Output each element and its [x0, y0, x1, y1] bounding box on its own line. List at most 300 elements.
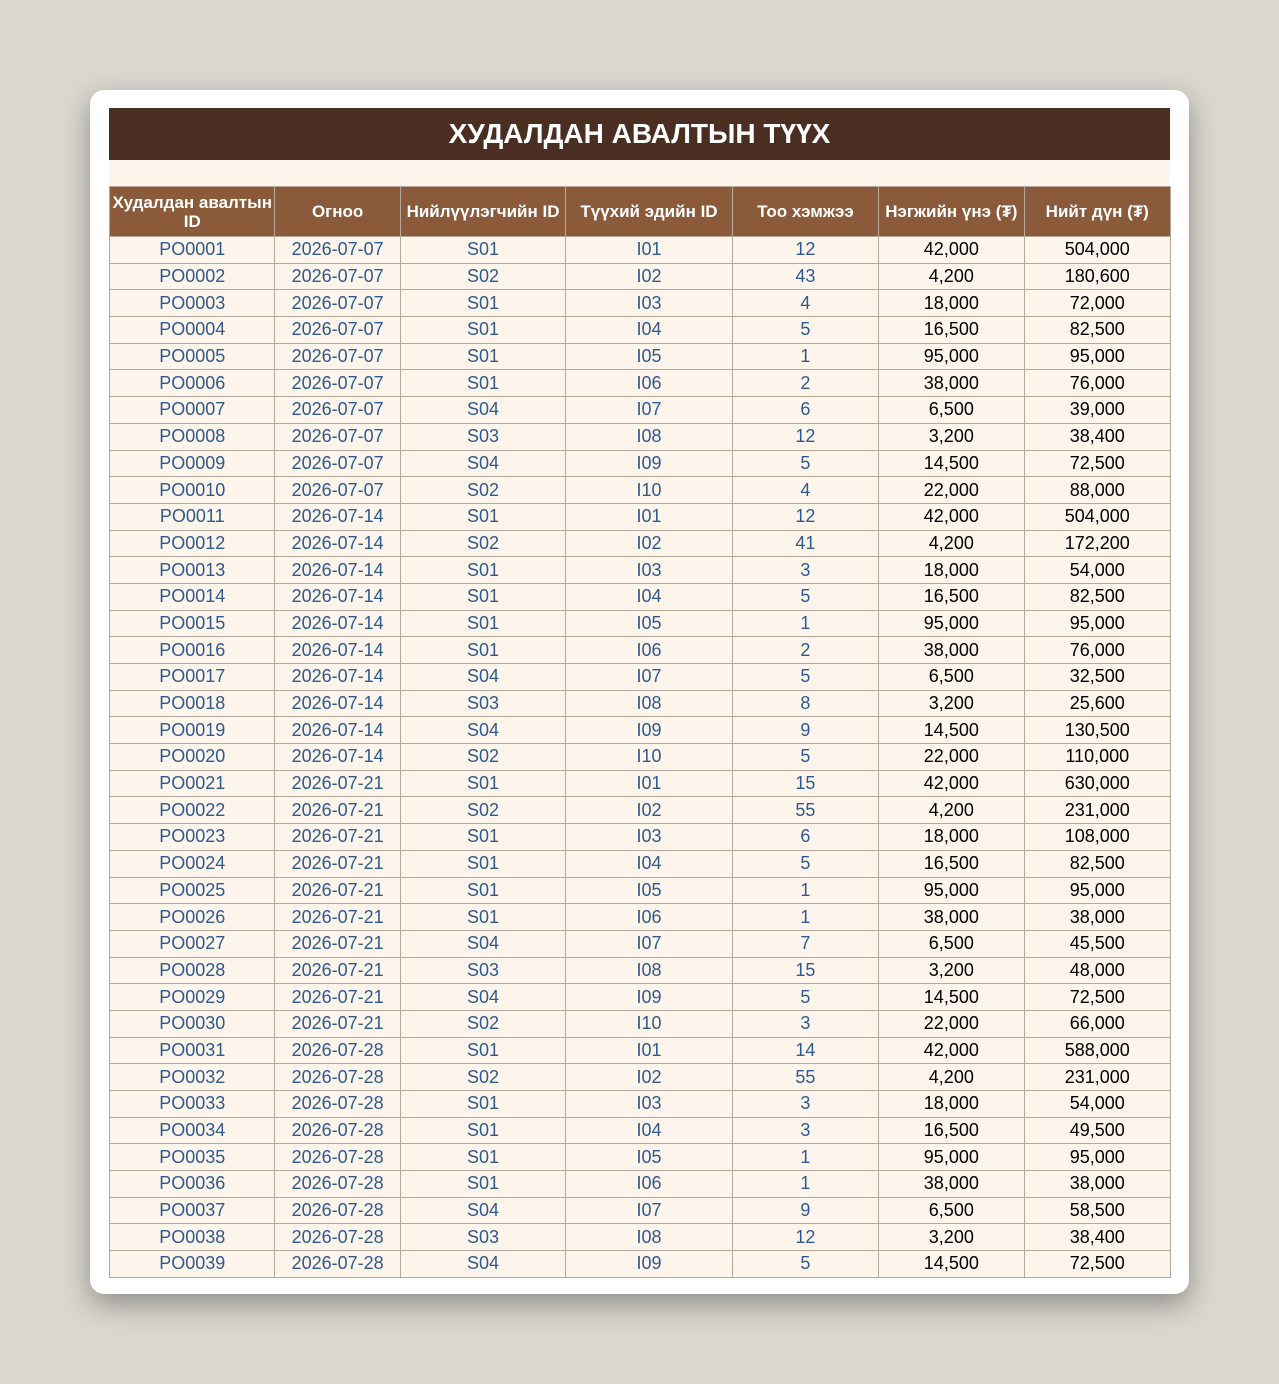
- total-cell[interactable]: 231,000: [1024, 1064, 1170, 1091]
- supplier-id-cell[interactable]: S01: [400, 317, 565, 344]
- table-row: [110, 797, 1171, 824]
- date-cell[interactable]: 2026-07-07: [275, 290, 400, 317]
- material-id-cell[interactable]: I02: [566, 1064, 732, 1091]
- date-cell[interactable]: 2026-07-14: [275, 664, 400, 691]
- material-id-cell[interactable]: I06: [566, 904, 732, 931]
- quantity-cell[interactable]: 12: [732, 423, 878, 450]
- material-id-cell[interactable]: I02: [566, 263, 732, 290]
- purchase-id-cell[interactable]: PO0002: [110, 263, 275, 290]
- table-row: [110, 1251, 1171, 1278]
- unit-price-cell[interactable]: 22,000: [879, 477, 1024, 504]
- unit-price-cell[interactable]: 18,000: [879, 1091, 1024, 1118]
- purchase-id-cell[interactable]: PO0036: [110, 1171, 275, 1198]
- date-cell[interactable]: 2026-07-21: [275, 1010, 400, 1037]
- unit-price-cell[interactable]: 14,500: [879, 1251, 1024, 1278]
- column-header-unit-price[interactable]: Нэгжийн үнэ (₮): [879, 187, 1024, 237]
- unit-price-cell[interactable]: 42,000: [879, 770, 1024, 797]
- supplier-id-cell[interactable]: S01: [400, 637, 565, 664]
- purchase-id-cell[interactable]: PO0030: [110, 1010, 275, 1037]
- material-id-cell[interactable]: I03: [566, 290, 732, 317]
- supplier-id-cell[interactable]: S04: [400, 984, 565, 1011]
- date-cell[interactable]: 2026-07-14: [275, 530, 400, 557]
- date-cell[interactable]: 2026-07-21: [275, 904, 400, 931]
- quantity-cell[interactable]: 12: [732, 237, 878, 264]
- date-cell[interactable]: 2026-07-28: [275, 1037, 400, 1064]
- purchase-id-cell[interactable]: PO0024: [110, 850, 275, 877]
- date-cell[interactable]: 2026-07-28: [275, 1251, 400, 1278]
- unit-price-cell[interactable]: 6,500: [879, 930, 1024, 957]
- purchase-id-cell[interactable]: PO0013: [110, 557, 275, 584]
- unit-price-cell[interactable]: 3,200: [879, 423, 1024, 450]
- quantity-cell[interactable]: 55: [732, 797, 878, 824]
- unit-price-cell[interactable]: 16,500: [879, 583, 1024, 610]
- total-cell[interactable]: 38,000: [1024, 904, 1170, 931]
- total-cell[interactable]: 504,000: [1024, 503, 1170, 530]
- unit-price-cell[interactable]: 4,200: [879, 797, 1024, 824]
- material-id-cell[interactable]: I08: [566, 1224, 732, 1251]
- supplier-id-cell[interactable]: S03: [400, 423, 565, 450]
- quantity-cell[interactable]: 4: [732, 477, 878, 504]
- table-row: [110, 930, 1171, 957]
- quantity-cell[interactable]: 5: [732, 450, 878, 477]
- quantity-cell[interactable]: 5: [732, 850, 878, 877]
- column-header-date[interactable]: Огноо: [275, 187, 400, 237]
- total-cell[interactable]: 72,500: [1024, 450, 1170, 477]
- material-id-cell[interactable]: I09: [566, 984, 732, 1011]
- date-cell[interactable]: 2026-07-21: [275, 770, 400, 797]
- purchase-id-cell[interactable]: PO0007: [110, 397, 275, 424]
- table-row: [110, 664, 1171, 691]
- unit-price-cell[interactable]: 14,500: [879, 717, 1024, 744]
- quantity-cell[interactable]: 7: [732, 930, 878, 957]
- purchase-id-cell[interactable]: PO0038: [110, 1224, 275, 1251]
- supplier-id-cell[interactable]: S02: [400, 1064, 565, 1091]
- total-cell[interactable]: 630,000: [1024, 770, 1170, 797]
- supplier-id-cell[interactable]: S02: [400, 1010, 565, 1037]
- quantity-cell[interactable]: 8: [732, 690, 878, 717]
- supplier-id-cell[interactable]: S02: [400, 744, 565, 771]
- date-cell[interactable]: 2026-07-07: [275, 450, 400, 477]
- table-row: [110, 397, 1171, 424]
- supplier-id-cell[interactable]: S02: [400, 263, 565, 290]
- unit-price-cell[interactable]: 4,200: [879, 530, 1024, 557]
- purchase-id-cell[interactable]: PO0017: [110, 664, 275, 691]
- quantity-cell[interactable]: 55: [732, 1064, 878, 1091]
- purchase-id-cell[interactable]: PO0008: [110, 423, 275, 450]
- date-cell[interactable]: 2026-07-21: [275, 824, 400, 851]
- unit-price-cell[interactable]: 6,500: [879, 397, 1024, 424]
- date-cell[interactable]: 2026-07-21: [275, 930, 400, 957]
- date-cell[interactable]: 2026-07-14: [275, 744, 400, 771]
- purchase-id-cell[interactable]: PO0004: [110, 317, 275, 344]
- purchase-id-cell[interactable]: PO0015: [110, 610, 275, 637]
- supplier-id-cell[interactable]: S01: [400, 237, 565, 264]
- total-cell[interactable]: 231,000: [1024, 797, 1170, 824]
- unit-price-cell[interactable]: 3,200: [879, 1224, 1024, 1251]
- material-id-cell[interactable]: I06: [566, 1171, 732, 1198]
- unit-price-cell[interactable]: 6,500: [879, 664, 1024, 691]
- unit-price-cell[interactable]: 6,500: [879, 1197, 1024, 1224]
- date-cell[interactable]: 2026-07-28: [275, 1144, 400, 1171]
- quantity-cell[interactable]: 12: [732, 1224, 878, 1251]
- purchase-id-cell[interactable]: PO0003: [110, 290, 275, 317]
- purchase-id-cell[interactable]: PO0020: [110, 744, 275, 771]
- quantity-cell[interactable]: 3: [732, 557, 878, 584]
- total-cell[interactable]: 45,500: [1024, 930, 1170, 957]
- total-cell[interactable]: 76,000: [1024, 370, 1170, 397]
- purchase-id-cell[interactable]: PO0005: [110, 343, 275, 370]
- total-cell[interactable]: 39,000: [1024, 397, 1170, 424]
- total-cell[interactable]: 82,500: [1024, 317, 1170, 344]
- supplier-id-cell[interactable]: S03: [400, 1224, 565, 1251]
- material-id-cell[interactable]: I01: [566, 770, 732, 797]
- purchase-id-cell[interactable]: PO0034: [110, 1117, 275, 1144]
- material-id-cell[interactable]: I01: [566, 237, 732, 264]
- material-id-cell[interactable]: I08: [566, 423, 732, 450]
- table-row: [110, 583, 1171, 610]
- unit-price-cell[interactable]: 95,000: [879, 1144, 1024, 1171]
- supplier-id-cell[interactable]: S01: [400, 904, 565, 931]
- quantity-cell[interactable]: 2: [732, 637, 878, 664]
- purchase-id-cell[interactable]: PO0035: [110, 1144, 275, 1171]
- material-id-cell[interactable]: I04: [566, 317, 732, 344]
- quantity-cell[interactable]: 15: [732, 957, 878, 984]
- quantity-cell[interactable]: 5: [732, 583, 878, 610]
- supplier-id-cell[interactable]: S03: [400, 690, 565, 717]
- date-cell[interactable]: 2026-07-07: [275, 477, 400, 504]
- quantity-cell[interactable]: 9: [732, 717, 878, 744]
- supplier-id-cell[interactable]: S01: [400, 370, 565, 397]
- quantity-cell[interactable]: 1: [732, 904, 878, 931]
- supplier-id-cell[interactable]: S02: [400, 530, 565, 557]
- date-cell[interactable]: 2026-07-21: [275, 850, 400, 877]
- purchase-id-cell[interactable]: PO0010: [110, 477, 275, 504]
- supplier-id-cell[interactable]: S04: [400, 930, 565, 957]
- table-row: [110, 824, 1171, 851]
- purchase-id-cell[interactable]: PO0011: [110, 503, 275, 530]
- quantity-cell[interactable]: 3: [732, 1091, 878, 1118]
- material-id-cell[interactable]: I04: [566, 850, 732, 877]
- supplier-id-cell[interactable]: S01: [400, 503, 565, 530]
- quantity-cell[interactable]: 6: [732, 397, 878, 424]
- material-id-cell[interactable]: I10: [566, 744, 732, 771]
- total-cell[interactable]: 66,000: [1024, 1010, 1170, 1037]
- material-id-cell[interactable]: I07: [566, 397, 732, 424]
- supplier-id-cell[interactable]: S01: [400, 877, 565, 904]
- quantity-cell[interactable]: 5: [732, 984, 878, 1011]
- unit-price-cell[interactable]: 42,000: [879, 237, 1024, 264]
- unit-price-cell[interactable]: 38,000: [879, 904, 1024, 931]
- supplier-id-cell[interactable]: S01: [400, 290, 565, 317]
- date-cell[interactable]: 2026-07-21: [275, 984, 400, 1011]
- total-cell[interactable]: 54,000: [1024, 1091, 1170, 1118]
- unit-price-cell[interactable]: 4,200: [879, 263, 1024, 290]
- date-cell[interactable]: 2026-07-07: [275, 237, 400, 264]
- quantity-cell[interactable]: 9: [732, 1197, 878, 1224]
- material-id-cell[interactable]: I06: [566, 637, 732, 664]
- unit-price-cell[interactable]: 14,500: [879, 450, 1024, 477]
- total-cell[interactable]: 49,500: [1024, 1117, 1170, 1144]
- total-cell[interactable]: 38,000: [1024, 1171, 1170, 1198]
- purchase-id-cell[interactable]: PO0037: [110, 1197, 275, 1224]
- quantity-cell[interactable]: 4: [732, 290, 878, 317]
- table-row: [110, 503, 1171, 530]
- supplier-id-cell[interactable]: S01: [400, 610, 565, 637]
- unit-price-cell[interactable]: 95,000: [879, 610, 1024, 637]
- table-row: [110, 690, 1171, 717]
- purchase-id-cell[interactable]: PO0019: [110, 717, 275, 744]
- purchase-history-sheet: [90, 90, 1189, 1294]
- material-id-cell[interactable]: I03: [566, 557, 732, 584]
- material-id-cell[interactable]: I08: [566, 957, 732, 984]
- purchase-id-cell[interactable]: PO0012: [110, 530, 275, 557]
- total-cell[interactable]: 72,500: [1024, 984, 1170, 1011]
- date-cell[interactable]: 2026-07-21: [275, 797, 400, 824]
- unit-price-cell[interactable]: 16,500: [879, 1117, 1024, 1144]
- unit-price-cell[interactable]: 18,000: [879, 290, 1024, 317]
- table-row: [110, 984, 1171, 1011]
- supplier-id-cell[interactable]: S01: [400, 850, 565, 877]
- quantity-cell[interactable]: 1: [732, 1171, 878, 1198]
- total-cell[interactable]: 108,000: [1024, 824, 1170, 851]
- date-cell[interactable]: 2026-07-14: [275, 717, 400, 744]
- date-cell[interactable]: 2026-07-07: [275, 423, 400, 450]
- purchase-id-cell[interactable]: PO0029: [110, 984, 275, 1011]
- date-cell[interactable]: 2026-07-28: [275, 1171, 400, 1198]
- table-row: [110, 957, 1171, 984]
- total-cell[interactable]: 88,000: [1024, 477, 1170, 504]
- date-cell[interactable]: 2026-07-28: [275, 1224, 400, 1251]
- column-header-material-id[interactable]: Түүхий эдийн ID: [566, 187, 732, 237]
- material-id-cell[interactable]: I09: [566, 450, 732, 477]
- material-id-cell[interactable]: I07: [566, 664, 732, 691]
- date-cell[interactable]: 2026-07-14: [275, 610, 400, 637]
- purchase-id-cell[interactable]: PO0033: [110, 1091, 275, 1118]
- column-header-quantity[interactable]: Тоо хэмжээ: [732, 187, 878, 237]
- table-row: [110, 717, 1171, 744]
- unit-price-cell[interactable]: 22,000: [879, 744, 1024, 771]
- supplier-id-cell[interactable]: S02: [400, 797, 565, 824]
- purchase-table: [109, 186, 1171, 1278]
- supplier-id-cell[interactable]: S01: [400, 1037, 565, 1064]
- date-cell[interactable]: 2026-07-21: [275, 957, 400, 984]
- unit-price-cell[interactable]: 3,200: [879, 690, 1024, 717]
- date-cell[interactable]: 2026-07-28: [275, 1064, 400, 1091]
- quantity-cell[interactable]: 3: [732, 1117, 878, 1144]
- total-cell[interactable]: 76,000: [1024, 637, 1170, 664]
- purchase-id-cell[interactable]: PO0009: [110, 450, 275, 477]
- supplier-id-cell[interactable]: S01: [400, 583, 565, 610]
- date-cell[interactable]: 2026-07-28: [275, 1091, 400, 1118]
- date-cell[interactable]: 2026-07-07: [275, 370, 400, 397]
- unit-price-cell[interactable]: 38,000: [879, 370, 1024, 397]
- supplier-id-cell[interactable]: S04: [400, 450, 565, 477]
- total-cell[interactable]: 95,000: [1024, 1144, 1170, 1171]
- table-row: [110, 1037, 1171, 1064]
- column-header-purchase-id[interactable]: Худалдан авалтын ID: [110, 187, 275, 237]
- purchase-id-cell[interactable]: PO0039: [110, 1251, 275, 1278]
- supplier-id-cell[interactable]: S04: [400, 717, 565, 744]
- quantity-cell[interactable]: 3: [732, 1010, 878, 1037]
- material-id-cell[interactable]: I10: [566, 477, 732, 504]
- purchase-id-cell[interactable]: PO0028: [110, 957, 275, 984]
- unit-price-cell[interactable]: 22,000: [879, 1010, 1024, 1037]
- total-cell[interactable]: 38,400: [1024, 1224, 1170, 1251]
- purchase-id-cell[interactable]: PO0016: [110, 637, 275, 664]
- total-cell[interactable]: 588,000: [1024, 1037, 1170, 1064]
- purchase-id-cell[interactable]: PO0025: [110, 877, 275, 904]
- date-cell[interactable]: 2026-07-14: [275, 583, 400, 610]
- total-cell[interactable]: 95,000: [1024, 610, 1170, 637]
- total-cell[interactable]: 110,000: [1024, 744, 1170, 771]
- quantity-cell[interactable]: 41: [732, 530, 878, 557]
- material-id-cell[interactable]: I05: [566, 610, 732, 637]
- material-id-cell[interactable]: I05: [566, 1144, 732, 1171]
- material-id-cell[interactable]: I05: [566, 877, 732, 904]
- quantity-cell[interactable]: 6: [732, 824, 878, 851]
- total-cell[interactable]: 504,000: [1024, 237, 1170, 264]
- total-cell[interactable]: 172,200: [1024, 530, 1170, 557]
- quantity-cell[interactable]: 5: [732, 1251, 878, 1278]
- unit-price-cell[interactable]: 16,500: [879, 317, 1024, 344]
- unit-price-cell[interactable]: 3,200: [879, 957, 1024, 984]
- purchase-id-cell[interactable]: PO0027: [110, 930, 275, 957]
- quantity-cell[interactable]: 12: [732, 503, 878, 530]
- purchase-id-cell[interactable]: PO0001: [110, 237, 275, 264]
- date-cell[interactable]: 2026-07-28: [275, 1197, 400, 1224]
- material-id-cell[interactable]: I01: [566, 503, 732, 530]
- date-cell[interactable]: 2026-07-07: [275, 343, 400, 370]
- total-cell[interactable]: 25,600: [1024, 690, 1170, 717]
- quantity-cell[interactable]: 2: [732, 370, 878, 397]
- material-id-cell[interactable]: I05: [566, 343, 732, 370]
- total-cell[interactable]: 130,500: [1024, 717, 1170, 744]
- unit-price-cell[interactable]: 95,000: [879, 343, 1024, 370]
- purchase-id-cell[interactable]: PO0006: [110, 370, 275, 397]
- material-id-cell[interactable]: I02: [566, 530, 732, 557]
- total-cell[interactable]: 72,000: [1024, 290, 1170, 317]
- quantity-cell[interactable]: 1: [732, 343, 878, 370]
- material-id-cell[interactable]: I09: [566, 1251, 732, 1278]
- material-id-cell[interactable]: I07: [566, 1197, 732, 1224]
- material-id-cell[interactable]: I04: [566, 1117, 732, 1144]
- supplier-id-cell[interactable]: S04: [400, 664, 565, 691]
- total-cell[interactable]: 54,000: [1024, 557, 1170, 584]
- supplier-id-cell[interactable]: S01: [400, 1117, 565, 1144]
- unit-price-cell[interactable]: 18,000: [879, 824, 1024, 851]
- material-id-cell[interactable]: I09: [566, 717, 732, 744]
- quantity-cell[interactable]: 5: [732, 317, 878, 344]
- supplier-id-cell[interactable]: S01: [400, 557, 565, 584]
- purchase-id-cell[interactable]: PO0022: [110, 797, 275, 824]
- supplier-id-cell[interactable]: S01: [400, 1091, 565, 1118]
- purchase-id-cell[interactable]: PO0026: [110, 904, 275, 931]
- total-cell[interactable]: 82,500: [1024, 583, 1170, 610]
- quantity-cell[interactable]: 15: [732, 770, 878, 797]
- purchase-id-cell[interactable]: PO0031: [110, 1037, 275, 1064]
- material-id-cell[interactable]: I06: [566, 370, 732, 397]
- date-cell[interactable]: 2026-07-14: [275, 690, 400, 717]
- quantity-cell[interactable]: 1: [732, 1144, 878, 1171]
- supplier-id-cell[interactable]: S04: [400, 1197, 565, 1224]
- material-id-cell[interactable]: I04: [566, 583, 732, 610]
- date-cell[interactable]: 2026-07-28: [275, 1117, 400, 1144]
- supplier-id-cell[interactable]: S01: [400, 824, 565, 851]
- date-cell[interactable]: 2026-07-14: [275, 557, 400, 584]
- material-id-cell[interactable]: I07: [566, 930, 732, 957]
- supplier-id-cell[interactable]: S01: [400, 770, 565, 797]
- total-cell[interactable]: 72,500: [1024, 1251, 1170, 1278]
- date-cell[interactable]: 2026-07-07: [275, 317, 400, 344]
- supplier-id-cell[interactable]: S01: [400, 1144, 565, 1171]
- date-cell[interactable]: 2026-07-21: [275, 877, 400, 904]
- quantity-cell[interactable]: 1: [732, 610, 878, 637]
- date-cell[interactable]: 2026-07-14: [275, 503, 400, 530]
- table-row: [110, 637, 1171, 664]
- unit-price-cell[interactable]: 38,000: [879, 637, 1024, 664]
- quantity-cell[interactable]: 43: [732, 263, 878, 290]
- total-cell[interactable]: 58,500: [1024, 1197, 1170, 1224]
- unit-price-cell[interactable]: 95,000: [879, 877, 1024, 904]
- date-cell[interactable]: 2026-07-07: [275, 397, 400, 424]
- sheet-title: ХУДАЛДАН АВАЛТЫН ТҮҮХ: [109, 108, 1170, 160]
- date-cell[interactable]: 2026-07-14: [275, 637, 400, 664]
- supplier-id-cell[interactable]: S01: [400, 1171, 565, 1198]
- purchase-id-cell[interactable]: PO0032: [110, 1064, 275, 1091]
- unit-price-cell[interactable]: 14,500: [879, 984, 1024, 1011]
- purchase-id-cell[interactable]: PO0023: [110, 824, 275, 851]
- table-row: [110, 370, 1171, 397]
- total-cell[interactable]: 32,500: [1024, 664, 1170, 691]
- total-cell[interactable]: 38,400: [1024, 423, 1170, 450]
- total-cell[interactable]: 82,500: [1024, 850, 1170, 877]
- material-id-cell[interactable]: I10: [566, 1010, 732, 1037]
- column-header-total[interactable]: Нийт дүн (₮): [1024, 187, 1170, 237]
- total-cell[interactable]: 95,000: [1024, 877, 1170, 904]
- material-id-cell[interactable]: I02: [566, 797, 732, 824]
- supplier-id-cell[interactable]: S04: [400, 1251, 565, 1278]
- material-id-cell[interactable]: I01: [566, 1037, 732, 1064]
- column-header-supplier-id[interactable]: Нийлүүлэгчийн ID: [400, 187, 565, 237]
- unit-price-cell[interactable]: 4,200: [879, 1064, 1024, 1091]
- table-row: [110, 530, 1171, 557]
- material-id-cell[interactable]: I03: [566, 824, 732, 851]
- unit-price-cell[interactable]: 42,000: [879, 503, 1024, 530]
- material-id-cell[interactable]: I08: [566, 690, 732, 717]
- unit-price-cell[interactable]: 16,500: [879, 850, 1024, 877]
- purchase-id-cell[interactable]: PO0014: [110, 583, 275, 610]
- supplier-id-cell[interactable]: S04: [400, 397, 565, 424]
- quantity-cell[interactable]: 5: [732, 744, 878, 771]
- purchase-id-cell[interactable]: PO0018: [110, 690, 275, 717]
- total-cell[interactable]: 95,000: [1024, 343, 1170, 370]
- unit-price-cell[interactable]: 18,000: [879, 557, 1024, 584]
- date-cell[interactable]: 2026-07-07: [275, 263, 400, 290]
- purchase-id-cell[interactable]: PO0021: [110, 770, 275, 797]
- material-id-cell[interactable]: I03: [566, 1091, 732, 1118]
- supplier-id-cell[interactable]: S02: [400, 477, 565, 504]
- quantity-cell[interactable]: 14: [732, 1037, 878, 1064]
- total-cell[interactable]: 48,000: [1024, 957, 1170, 984]
- quantity-cell[interactable]: 5: [732, 664, 878, 691]
- supplier-id-cell[interactable]: S03: [400, 957, 565, 984]
- quantity-cell[interactable]: 1: [732, 877, 878, 904]
- supplier-id-cell[interactable]: S01: [400, 343, 565, 370]
- unit-price-cell[interactable]: 42,000: [879, 1037, 1024, 1064]
- total-cell[interactable]: 180,600: [1024, 263, 1170, 290]
- table-row: [110, 1144, 1171, 1171]
- unit-price-cell[interactable]: 38,000: [879, 1171, 1024, 1198]
